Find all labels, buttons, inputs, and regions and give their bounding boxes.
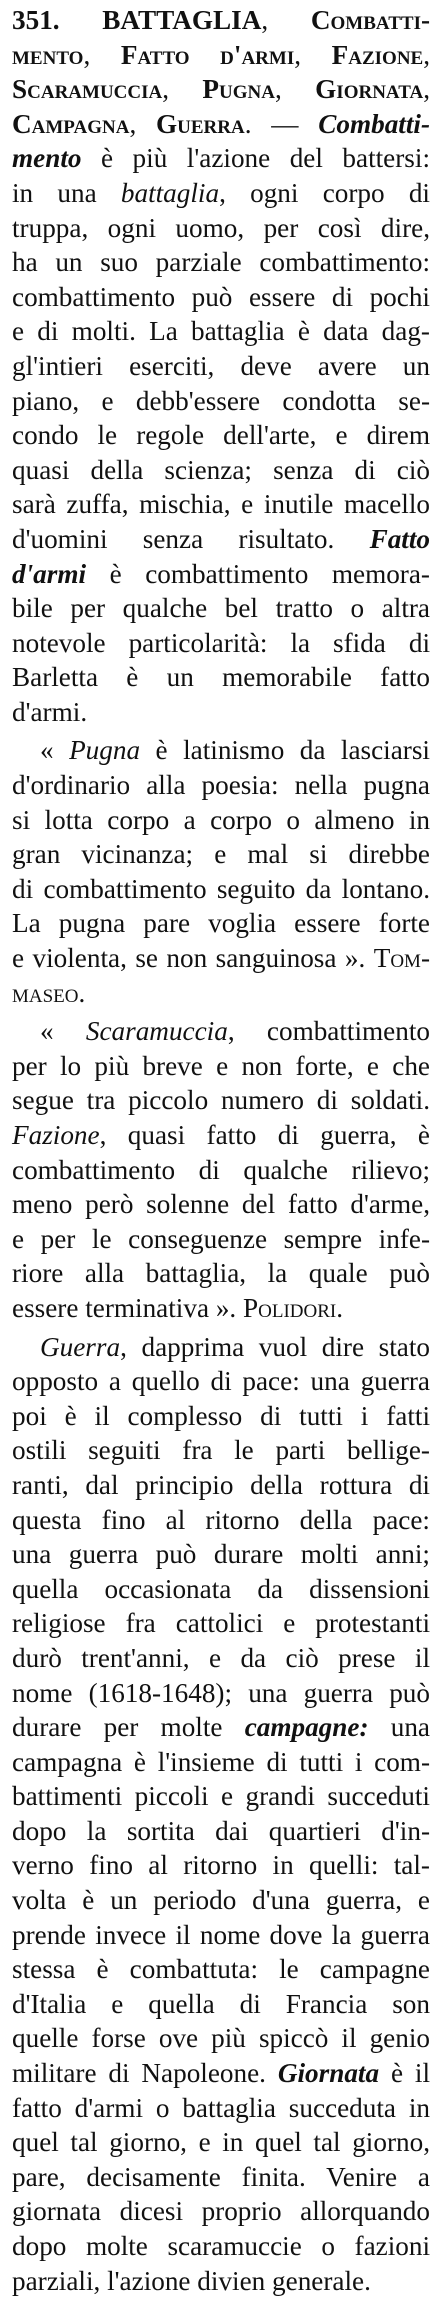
text-line: gl'intieri eserciti, deve avere un [12,350,430,381]
text-line: e di molti. La battaglia è data dag- [12,316,430,347]
text-line: una guerra può durare molti anni; [12,1539,430,1570]
text-line: militare di Napoleone. Giornata è il [12,2058,430,2089]
text-line: verno fino al ritorno in quelli: tal- [12,1850,430,1881]
text-line: piano, e debb'essere condotta se- [12,385,430,416]
text-line: ha un suo parziale combattimento: [12,247,430,278]
text-line: fatto d'armi o battaglia succeduta in [12,2092,430,2123]
text-line: mento è più l'azione del battersi: [12,143,430,174]
entry-351 [12,3,430,729]
text-line: parziali, l'azione divien generale. [12,2265,371,2296]
text-line: d'uomini senza risultato. Fatto [12,523,430,554]
pugna-paragraph [12,733,430,1010]
text-line: stessa è combattuta: le campagne [12,1954,430,1985]
text-line: combattimento può essere di pochi [12,281,430,312]
text-line: Barletta è un memorabile fatto [12,662,430,693]
text-line: mento, Fatto d'armi, Fazione, [12,39,431,70]
text-line: Campagna, Guerra. — Combatti- [12,108,431,139]
text-line: quel tal giorno, e in quel tal giorno, [12,2127,430,2158]
text-line: notevole particolarità: la sfida di [12,627,430,658]
text-line: quasi della scienza; senza di ciò [12,454,430,485]
text-line: durare per molte campagne: una [12,1712,430,1743]
text-line: battimenti piccoli e grandi succeduti [12,1781,430,1812]
text-line: religiose fra cattolici e protestanti [12,1608,430,1639]
text-line: gran vicinanza; e mal si direbbe [12,839,430,870]
text-line: poi è il complesso di tutti i fatti [12,1400,430,1431]
text-line: questa fino al ritorno della pace: [12,1504,430,1535]
text-line: campagna è l'insieme di tutti i com- [12,1746,430,1777]
text-line: ostili seguiti fra le parti bellige- [12,1435,430,1466]
text-line: segue tra piccolo numero di soldati. [12,1085,430,1116]
text-line: riore alla battaglia, la quale può [12,1258,430,1289]
text-line: dopo la sortita dai quartieri d'in- [12,1815,430,1846]
text-line: d'Italia e quella di Francia son [12,1988,430,2019]
text-line: condo le regole dell'arte, e direm [12,420,430,451]
text-line: La pugna pare voglia essere forte [12,908,430,939]
text-line: quelle forse ove più spiccò il genio [12,2023,430,2054]
scaramuccia-paragraph [12,1014,430,1325]
text-line: 351. BATTAGLIA, Combatti- [12,5,431,35]
text-line: pare, decisamente finita. Venire a [12,2161,430,2192]
text-line: Guerra, dapprima vuol dire stato [40,1331,430,1362]
text-line: e violenta, se non sanguinosa ». Tom- [12,943,430,974]
text-line: Scaramuccia, Pugna, Giornata, [12,74,431,105]
text-line: opposto a quello di pace: una guerra [12,1366,430,1397]
text-line: meno però solenne del fatto d'arme, [12,1189,430,1220]
text-line: sarà zuffa, mischia, e inutile macello [12,489,430,520]
text-line: d'ordinario alla poesia: nella pugna [12,770,430,801]
text-line: « Pugna è latinismo da lasciarsi [40,735,430,766]
text-line: durò trent'anni, e da ciò prese il [12,1642,430,1673]
text-line: ranti, dal principio della rottura di [12,1469,430,1500]
text-line: volta è un periodo d'una guerra, e [12,1885,430,1916]
text-line: nome (1618-1648); una guerra può [12,1677,430,1708]
text-line: « Scaramuccia, combattimento [40,1016,430,1047]
text-line: dopo molte scaramuccie o fazioni [12,2231,430,2261]
text-line: combattimento di qualche rilievo; [12,1154,430,1185]
text-line: maseo. [12,977,86,1008]
text-line: bile per qualche bel tratto o altra [12,593,430,624]
text-line: quella occasionata da dissensioni [12,1573,430,1604]
entry-number: 351. [12,5,60,35]
text-line: Fazione, quasi fatto di guerra, è [12,1120,430,1150]
text-line: per lo più breve e non forte, e che [12,1050,430,1081]
text-line: in una battaglia, ogni corpo di [12,177,430,208]
text-line: d'armi è combattimento memora- [12,558,430,589]
text-line: giornata dicesi proprio allorquando [12,2196,430,2227]
text-line: prende invece il nome dove la guerra [12,1919,430,1950]
text-line: d'armi. [12,696,88,727]
text-line: truppa, ogni uomo, per così dire, [12,212,430,243]
text-line: di combattimento seguito da lontano. [12,873,430,904]
guerra-paragraph [12,1330,430,2298]
text-line: si lotta corpo a corpo o almeno in [12,804,430,835]
text-line: e per le conseguenze sempre infe- [12,1223,430,1254]
text-line: essere terminativa ». Polidori. [12,1292,344,1323]
